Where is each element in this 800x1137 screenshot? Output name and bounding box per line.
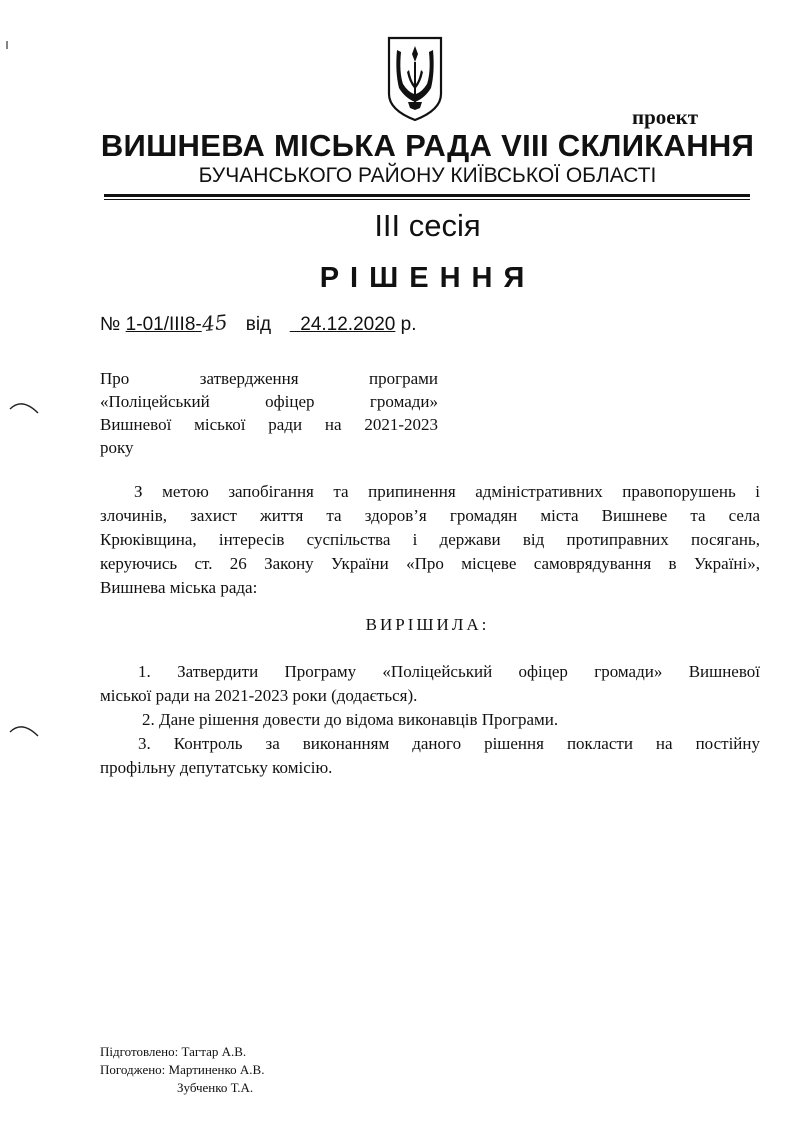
scan-dot-mark (4, 40, 10, 50)
decision-items (100, 660, 760, 780)
prepared-line: Підготовлено: Тагтар А.В. (100, 1044, 247, 1059)
preamble-paragraph (100, 480, 760, 600)
draft-mark: проект (632, 105, 699, 129)
preamble-line: Вишнева міська рада: (100, 578, 258, 597)
preamble-line: Крюківщина, інтересів суспільства і держави від протиправних посягань, (100, 530, 760, 549)
trident-coat-of-arms-icon (385, 36, 445, 122)
preamble-line: З метою запобігання та припинення адміністративних правопорушень і (134, 482, 760, 501)
council-name: ВИШНЕВА МІСЬКА РАДА VIII СКЛИКАННЯ (100, 128, 755, 163)
decision-item-1: 1. Затвердити Програму «Поліцейський офіцер громади» Вишневої (138, 662, 760, 681)
date-word: від (245, 314, 272, 335)
header-rule (104, 194, 750, 197)
decision-subject (100, 367, 438, 459)
decision-date: 24.12.2020 (300, 314, 396, 335)
subject-line: Вишневої міської ради на 2021-2023 (100, 415, 438, 434)
decision-item-3: 3. Контроль за виконанням даного рішення покласти на постійну (138, 734, 760, 753)
agreed-line: Погоджено: Мартиненко А.В. (100, 1062, 265, 1077)
year-suffix: р. (400, 314, 417, 335)
subject-line: «Поліцейський офіцер громади» (100, 392, 438, 411)
decision-item-2: 2. Дане рішення довести до відома виконавців Програми. (142, 710, 559, 729)
header-rule-thin (104, 199, 750, 200)
prepared-by-block (100, 1043, 264, 1097)
decision-number: 1-01/ІІІ8-45 (125, 309, 229, 337)
document-type-title: РІШЕННЯ (319, 262, 536, 294)
scan-hole-mark (8, 395, 42, 417)
subject-line: Про затвердження програми (100, 369, 438, 388)
preamble-line: злочинів, захист життя та здоров’я громадян міста Вишневе та села (100, 506, 760, 525)
decision-number-line (100, 311, 417, 336)
preamble-line: керуючись ст. 26 Закону України «Про місцеве самоврядування в Україні», (100, 554, 760, 573)
council-region: БУЧАНСЬКОГО РАЙОНУ КИЇВСЬКОЇ ОБЛАСТІ (198, 164, 657, 187)
decision-item-3-cont: профільну депутатську комісію. (100, 758, 333, 777)
number-sign: № (100, 314, 121, 335)
agreed-second-line: Зубченко Т.А. (177, 1080, 254, 1095)
decision-item-1-cont: міської ради на 2021-2023 роки (додається). (100, 686, 418, 705)
scan-hole-mark (8, 718, 42, 740)
subject-line: року (100, 438, 134, 457)
resolved-heading: ВИРІШИЛА: (365, 615, 490, 634)
session-title: ІІІ сесія (374, 208, 481, 243)
handwritten-number: 45 (200, 309, 229, 337)
